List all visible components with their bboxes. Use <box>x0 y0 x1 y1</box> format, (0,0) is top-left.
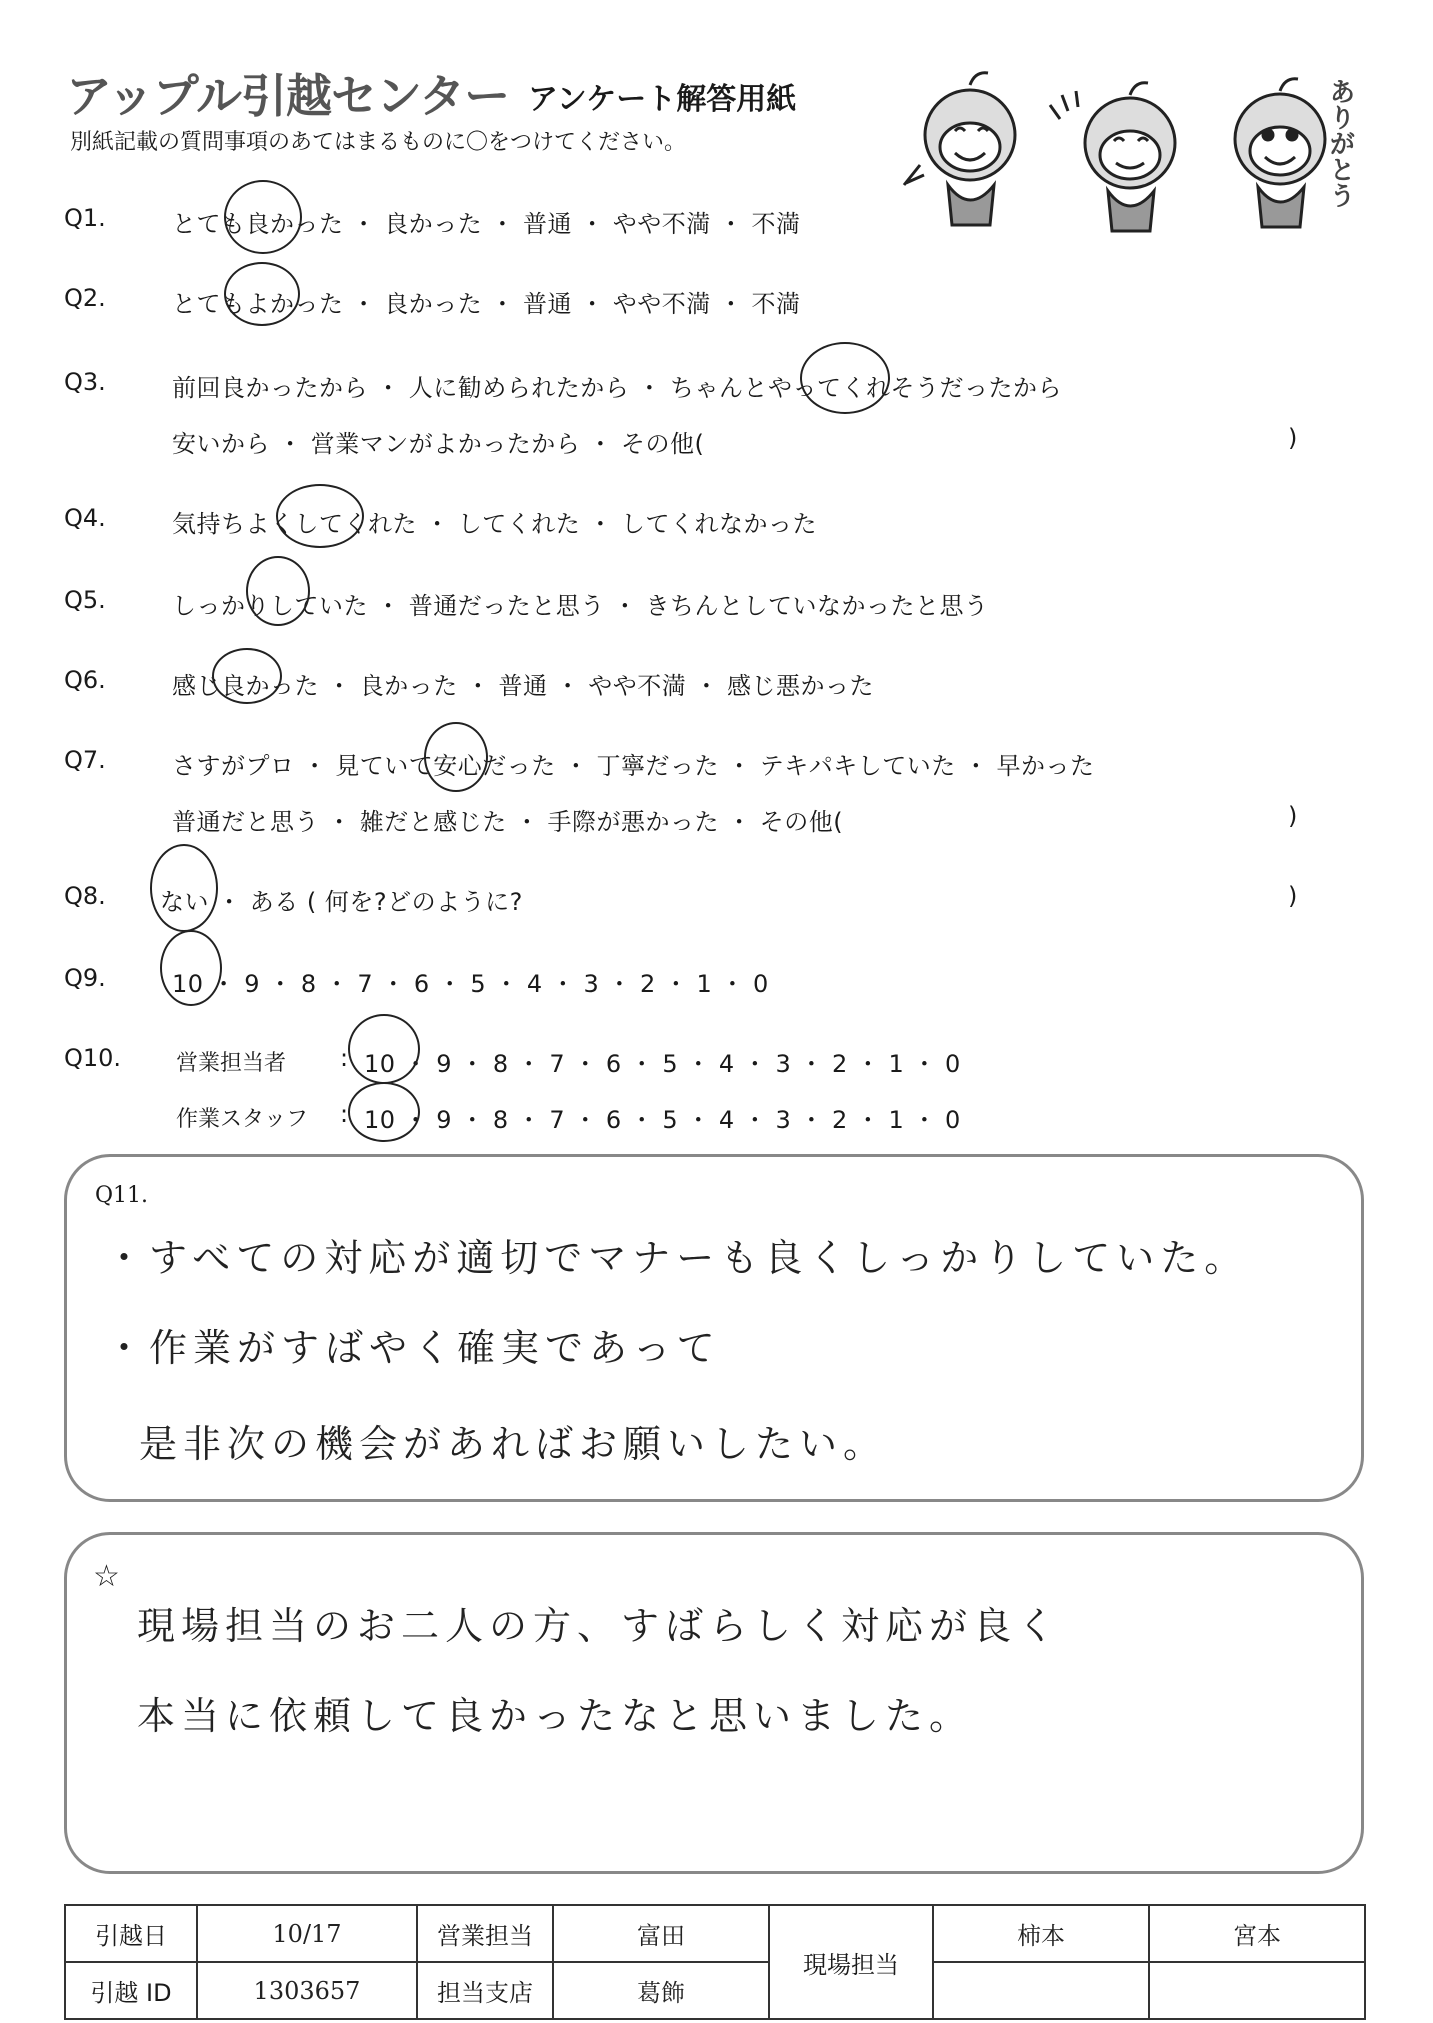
q4-options: 気持ちよくしてくれた ・ してくれた ・ してくれなかった <box>172 510 818 538</box>
answer-circle <box>246 556 310 626</box>
q7-paren-close: ) <box>1288 802 1298 830</box>
q10-number: Q10. <box>64 1044 122 1072</box>
free-comment-line: 本当に依頼して良かったなと思いました。 <box>137 1694 974 1738</box>
form-subtitle: アンケート解答用紙 <box>528 82 797 117</box>
q6-options: 感じ良かった ・ 良かった ・ 普通 ・ やや不満 ・ 感じ悪かった <box>172 672 875 700</box>
move-id-label: 引越 ID <box>65 1962 197 2019</box>
answer-circle <box>424 722 488 792</box>
answer-circle <box>800 342 890 414</box>
answer-circle <box>150 844 218 932</box>
mascot-caption: ありがとう <box>1325 78 1355 208</box>
sales-value: 富田 <box>553 1905 769 1962</box>
q10-sales-label: 営業担当者 <box>176 1051 287 1076</box>
q7-options-line2: 普通だと思う ・ 雑だと感じた ・ 手際が悪かった ・ その他( <box>172 808 844 836</box>
move-id-value: 1303657 <box>197 1962 417 2019</box>
q8-options: ない ・ ある ( 何を?どのように? <box>160 888 523 916</box>
answer-circle <box>276 484 364 548</box>
q1-number: Q1. <box>64 204 106 232</box>
q9-scale: 10 ・ 9 ・ 8 ・ 7 ・ 6 ・ 5 ・ 4 ・ 3 ・ 2 ・ 1 ・ 0 <box>172 970 769 998</box>
q2-options: とてもよかった ・ 良かった ・ 普通 ・ やや不満 ・ 不満 <box>172 290 801 318</box>
q6-number: Q6. <box>64 666 106 694</box>
field-value: 宮本 <box>1149 1905 1365 1962</box>
q10-staff-label: 作業スタッフ <box>176 1107 309 1132</box>
q11-comment-line: ・作業がすばやく確実であって <box>105 1326 721 1370</box>
q5-options: しっかりしていた ・ 普通だったと思う ・ きちんとしていなかったと思う <box>172 592 989 620</box>
answer-circle <box>348 1082 420 1142</box>
q7-options-line1: さすがプロ ・ 見ていて安心だった ・ 丁寧だった ・ テキパキしていた ・ 早かった <box>172 752 1095 780</box>
q10-staff-colon: : <box>340 1100 349 1128</box>
q7-number: Q7. <box>64 746 106 774</box>
q10-staff-scale: 10 ・ 9 ・ 8 ・ 7 ・ 6 ・ 5 ・ 4 ・ 3 ・ 2 ・ 1 ・ 0 <box>364 1106 961 1134</box>
q11-label: Q11. <box>95 1183 149 1208</box>
instruction-text: 別紙記載の質問事項のあてはまるものに〇をつけてください。 <box>70 130 687 155</box>
q5-number: Q5. <box>64 586 106 614</box>
q1-options: とても良かった ・ 良かった ・ 普通 ・ やや不満 ・ 不満 <box>172 210 801 238</box>
free-comment-line: 現場担当のお二人の方、すばらしく対応が良く <box>137 1604 1062 1648</box>
q3-number: Q3. <box>64 368 106 396</box>
q8-number: Q8. <box>64 882 106 910</box>
field-value <box>933 1962 1149 2019</box>
q3-options-line2: 安いから ・ 営業マンがよかったから ・ その他( <box>172 430 705 458</box>
q3-options-line1: 前回良かったから ・ 人に勧められたから ・ ちゃんとやってくれそうだったから <box>172 374 1063 402</box>
branch-label: 担当支店 <box>417 1962 553 2019</box>
q8-paren-close: ) <box>1288 882 1298 910</box>
q10-sales-colon: : <box>340 1044 349 1072</box>
monkey-mascots-illustration <box>900 65 1370 245</box>
q3-paren-close: ) <box>1288 424 1298 452</box>
field-value <box>1149 1962 1365 2019</box>
answer-circle <box>224 180 302 254</box>
move-date-value: 10/17 <box>197 1905 417 1962</box>
free-comment-box <box>64 1532 1364 1874</box>
q11-comment-line: 是非次の機会があればお願いしたい。 <box>139 1422 888 1466</box>
q2-number: Q2. <box>64 284 106 312</box>
q11-comment-box <box>64 1154 1364 1502</box>
field-value: 柿本 <box>933 1905 1149 1962</box>
sales-label: 営業担当 <box>417 1905 553 1962</box>
star-label: ☆ <box>93 1559 120 1594</box>
answer-circle <box>160 930 222 1006</box>
answer-circle <box>212 648 282 704</box>
move-date-label: 引越日 <box>65 1905 197 1962</box>
answer-circle <box>224 262 300 326</box>
q9-number: Q9. <box>64 964 106 992</box>
q4-number: Q4. <box>64 504 106 532</box>
move-info-table <box>64 1904 1366 2020</box>
answer-circle <box>348 1014 420 1084</box>
q10-sales-scale: 10 ・ 9 ・ 8 ・ 7 ・ 6 ・ 5 ・ 4 ・ 3 ・ 2 ・ 1 ・ 0 <box>364 1050 961 1078</box>
brand-title: アップル引越センター <box>66 69 510 123</box>
q11-comment-line: ・すべての対応が適切でマナーも良くしっかりしていた。 <box>105 1236 1249 1280</box>
field-label: 現場担当 <box>769 1905 933 2019</box>
branch-value: 葛飾 <box>553 1962 769 2019</box>
